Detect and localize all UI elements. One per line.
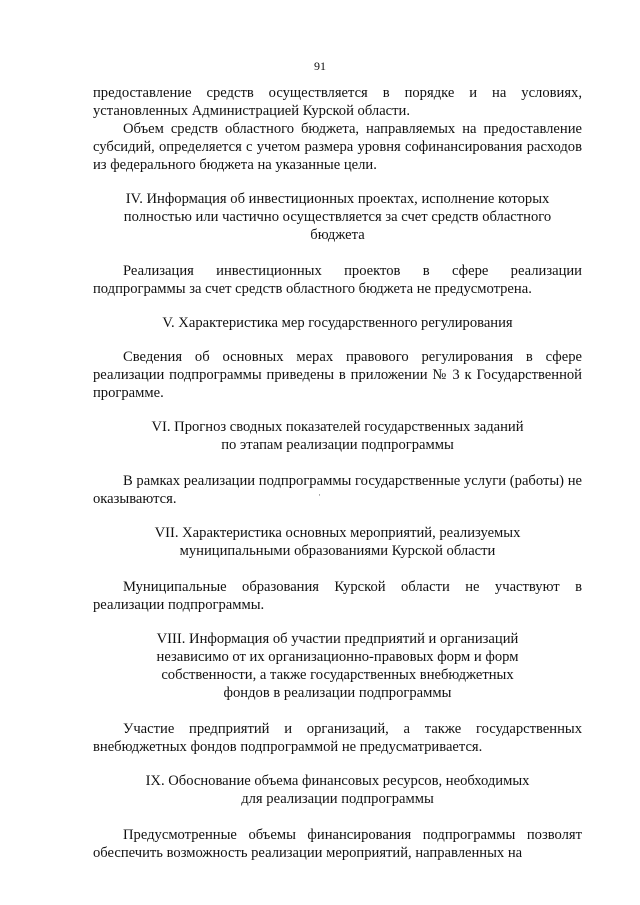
paragraph-municipalities: Муниципальные образования Курской области не участвуют в реализации подпрограммы. (93, 579, 582, 613)
heading-line: VII. Характеристика основных мероприятий, реализуемых (154, 525, 521, 541)
heading-line: IX. Обоснование объема финансовых ресурсов, необходимых (145, 773, 530, 789)
paragraph-state-services: В рамках реализации подпрограммы государственные услуги (работы) не оказываются. (93, 473, 582, 507)
section-heading-ix (93, 772, 582, 808)
section-heading-viii (93, 630, 582, 702)
section-heading-vi (93, 418, 582, 454)
heading-line: VI. Прогноз сводных показателей государственных заданий (151, 419, 524, 435)
heading-line: полностью или частично осуществляется за счет средств областного (123, 209, 552, 225)
heading-line: муниципальными образованиями Курской области (179, 543, 496, 559)
page-number: 91 (314, 59, 326, 73)
heading-line: бюджета (310, 227, 365, 243)
paragraph-financing: Предусмотренные объемы финансирования подпрограммы позволят обеспечить возможность реализации мероприятий, направленных на (93, 827, 582, 861)
paragraph-subsidy-volume: Объем средств областного бюджета, направляемых на предоставление субсидий, определяется с учетом размера уровня софинансирования расходов из федерального бюджета на указанные цели. (93, 121, 582, 173)
paragraph-regulation: Сведения об основных мерах правового регулирования в сфере реализации подпрограммы приведены в приложении № 3 к Государственной программе. (93, 349, 582, 401)
heading-line: независимо от их организационно-правовых форм и форм (156, 649, 519, 665)
heading-line: для реализации подпрограммы (241, 791, 434, 807)
heading-line: VIII. Информация об участии предприятий и организаций (156, 631, 519, 647)
document-body (93, 84, 582, 862)
heading-line: фондов в реализации подпрограммы (223, 685, 452, 701)
section-heading-vii (93, 524, 582, 560)
paragraph-continuation: предоставление средств осуществляется в порядке и на условиях, установленных Администрацией Курской области. (93, 85, 582, 119)
heading-line: по этапам реализации подпрограммы (221, 437, 454, 453)
paragraph-enterprises: Участие предприятий и организаций, а также государственных внебюджетных фондов подпрограммой не предусматривается. (93, 721, 582, 755)
scan-speck: · (318, 490, 321, 500)
section-heading-v (93, 314, 582, 332)
heading-line: IV. Информация об инвестиционных проектах, исполнение которых (125, 191, 550, 207)
heading-line: V. Характеристика мер государственного регулирования (162, 315, 513, 331)
paragraph-investment-projects: Реализация инвестиционных проектов в сфере реализации подпрограммы за счет средств областного бюджета не предусмотрена. (93, 263, 582, 297)
heading-line: собственности, а также государственных внебюджетных (161, 667, 514, 683)
section-heading-iv (93, 190, 582, 244)
